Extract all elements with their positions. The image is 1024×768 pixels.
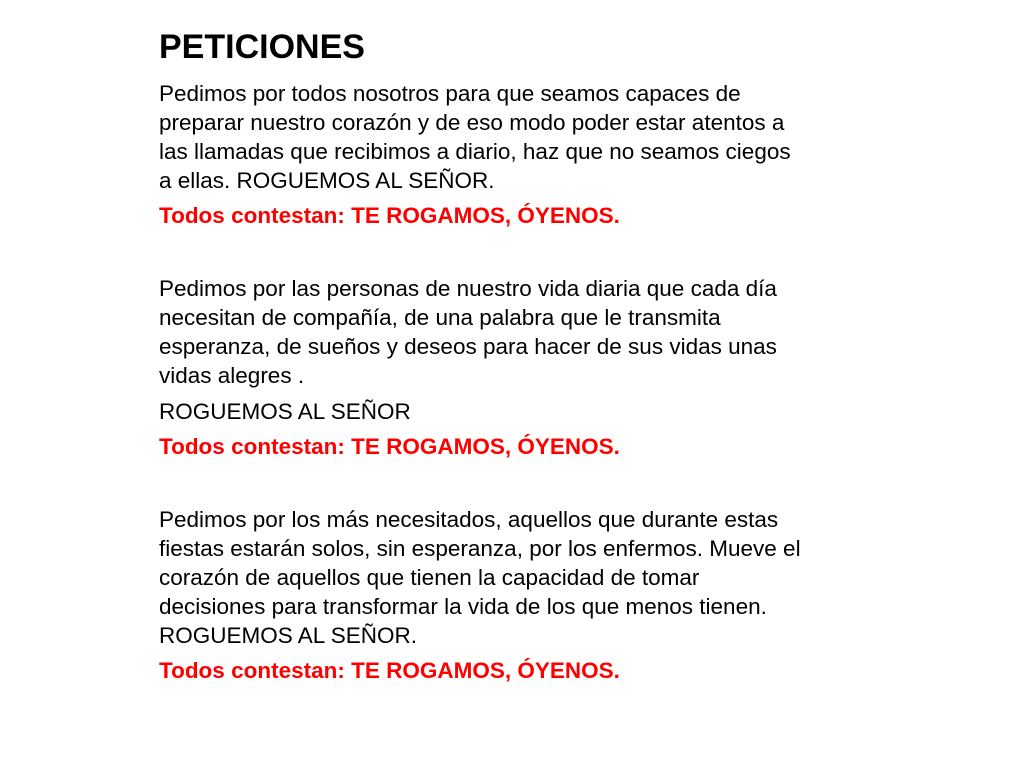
petition-3-response: Todos contestan: TE ROGAMOS, ÓYENOS. bbox=[159, 658, 620, 683]
petition-1-line-4: a ellas. ROGUEMOS AL SEÑOR. bbox=[159, 168, 495, 193]
petition-2-response: Todos contestan: TE ROGAMOS, ÓYENOS. bbox=[159, 434, 620, 459]
petition-2-line-3: esperanza, de sueños y deseos para hacer de sus vidas unas bbox=[159, 334, 777, 359]
petition-2-line-5: ROGUEMOS AL SEÑOR bbox=[159, 399, 411, 424]
petition-3-line-3: corazón de aquellos que tienen la capacidad de tomar bbox=[159, 565, 700, 590]
petition-1-response: Todos contestan: TE ROGAMOS, ÓYENOS. bbox=[159, 203, 620, 228]
petition-2-line-1: Pedimos por las personas de nuestro vida diaria que cada día bbox=[159, 276, 777, 301]
petition-1-line-2: preparar nuestro corazón y de eso modo poder estar atentos a bbox=[159, 110, 785, 135]
petition-3-line-5: ROGUEMOS AL SEÑOR. bbox=[159, 623, 417, 648]
slide-title: PETICIONES bbox=[159, 28, 365, 66]
petition-3-line-4: decisiones para transformar la vida de los que menos tienen. bbox=[159, 594, 767, 619]
petition-2-line-4: vidas alegres . bbox=[159, 363, 305, 388]
petition-1-line-1: Pedimos por todos nosotros para que seamos capaces de bbox=[159, 81, 741, 106]
petition-3-line-2: fiestas estarán solos, sin esperanza, por los enfermos. Mueve el bbox=[159, 536, 801, 561]
petition-1-line-3: las llamadas que recibimos a diario, haz que no seamos ciegos bbox=[159, 139, 791, 164]
petition-2-line-2: necesitan de compañía, de una palabra que le transmita bbox=[159, 305, 721, 330]
petition-3-line-1: Pedimos por los más necesitados, aquellos que durante estas bbox=[159, 507, 779, 532]
